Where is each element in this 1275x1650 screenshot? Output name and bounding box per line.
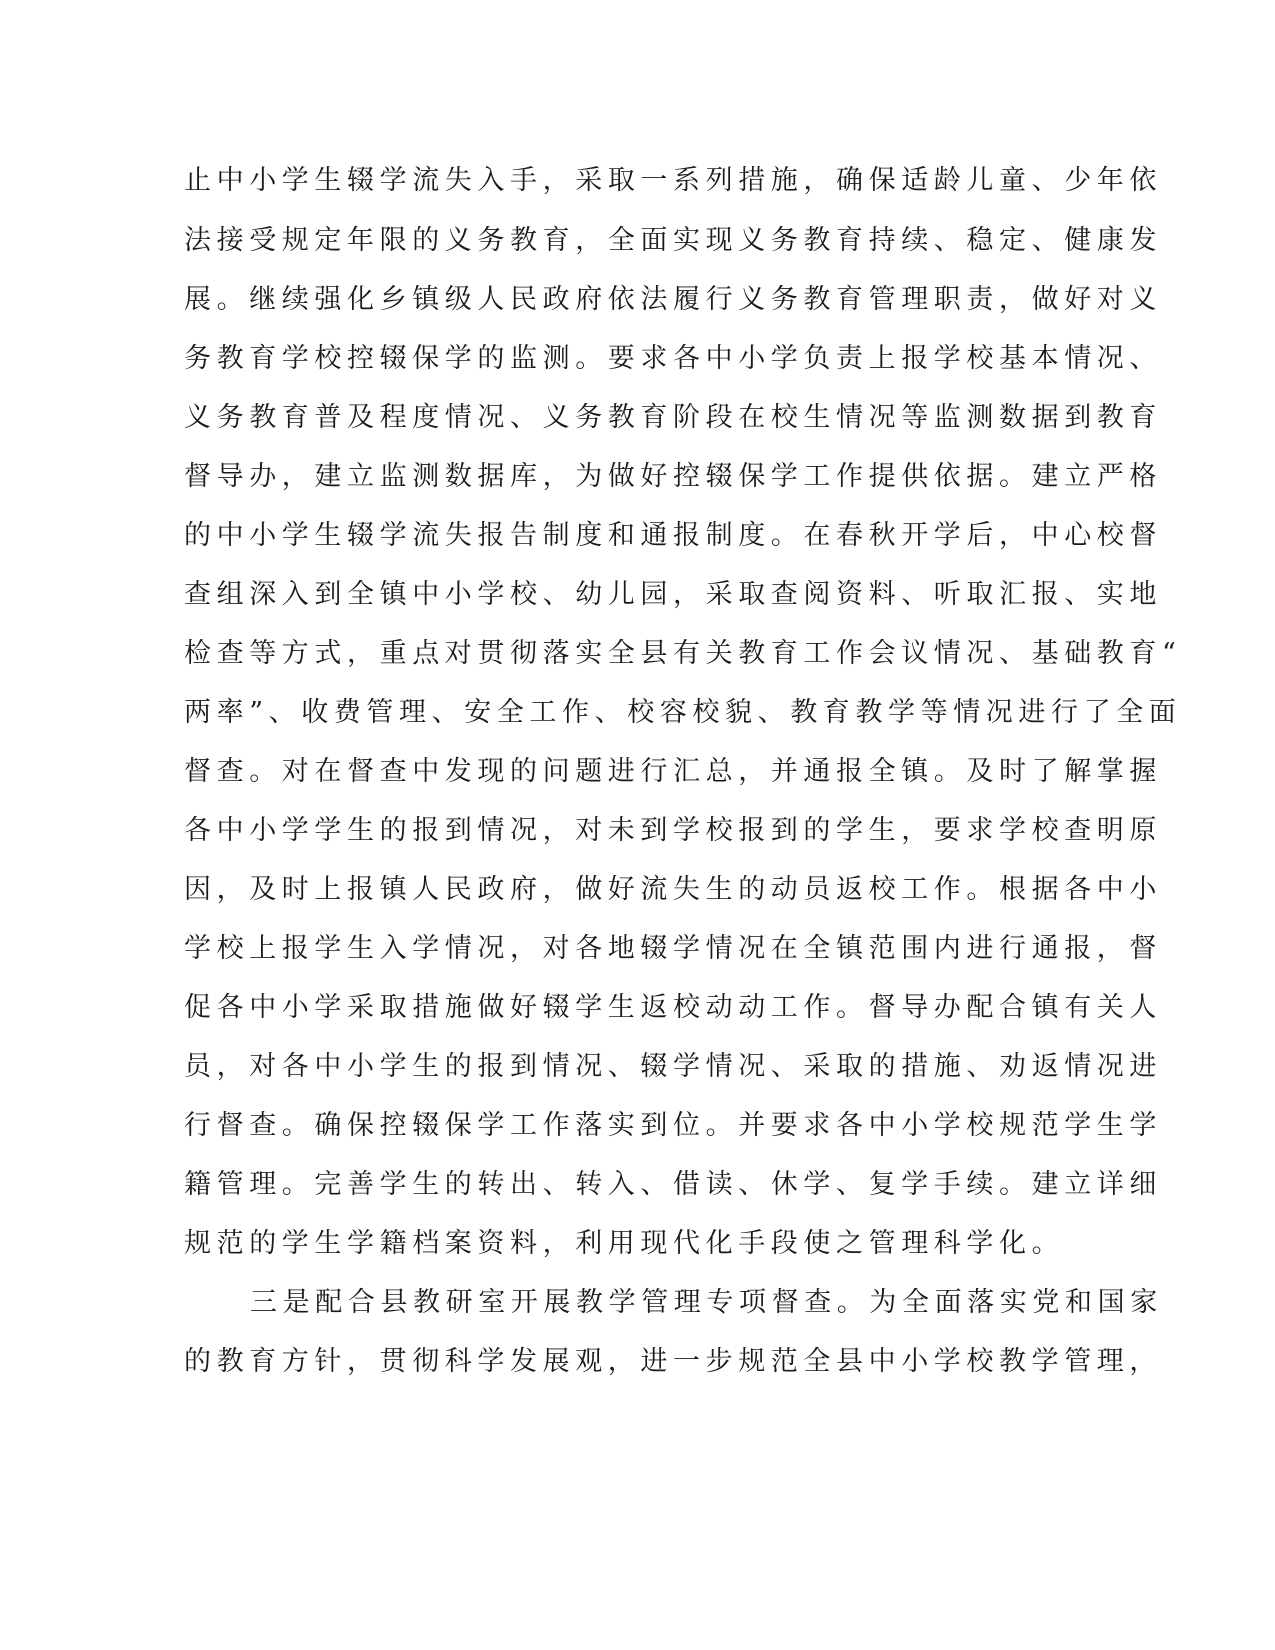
paragraph-start-line: 三是配合县教研室开展教学管理专项督查。为全面落实党和国家 [250, 1287, 1163, 1318]
text-line-9: 检查等方式，重点对贯彻落实全县有关教育工作会议情况、基础教育“ [184, 638, 1182, 669]
text-line-1: 止中小学生辍学流失入手，采取一系列措施，确保适龄儿童、少年依 [184, 165, 1162, 196]
text-line-11: 督查。对在督查中发现的问题进行汇总，并通报全镇。及时了解掌握 [184, 756, 1162, 787]
text-line-8: 查组深入到全镇中小学校、幼儿园，采取查阅资料、听取汇报、实地 [184, 579, 1162, 610]
text-line-13: 因，及时上报镇人民政府，做好流失生的动员返校工作。根据各中小 [184, 874, 1162, 905]
text-line-19: 规范的学生学籍档案资料，利用现代化手段使之管理科学化。 [184, 1228, 1065, 1259]
text-line-10: 两率”、收费管理、安全工作、校容校貌、教育教学等情况进行了全面 [184, 697, 1182, 728]
text-line-6: 督导办，建立监测数据库，为做好控辍保学工作提供依据。建立严格 [184, 461, 1162, 492]
text-line-18: 籍管理。完善学生的转出、转入、借读、休学、复学手续。建立详细 [184, 1169, 1162, 1200]
text-line-4: 务教育学校控辍保学的监测。要求各中小学负责上报学校基本情况、 [184, 343, 1162, 374]
text-line-16: 员，对各中小学生的报到情况、辍学情况、采取的措施、劝返情况进 [184, 1051, 1162, 1082]
text-line-14: 学校上报学生入学情况，对各地辍学情况在全镇范围内进行通报，督 [184, 933, 1162, 964]
text-line-2: 法接受规定年限的义务教育，全面实现义务教育持续、稳定、健康发 [184, 225, 1162, 256]
text-line-21: 的教育方针，贯彻科学发展观，进一步规范全县中小学校教学管理， [184, 1346, 1162, 1377]
text-line-5: 义务教育普及程度情况、义务教育阶段在校生情况等监测数据到教育 [184, 402, 1162, 433]
text-line-3: 展。继续强化乡镇级人民政府依法履行义务教育管理职责，做好对义 [184, 284, 1162, 315]
text-line-12: 各中小学学生的报到情况，对未到学校报到的学生，要求学校查明原 [184, 815, 1162, 846]
text-line-7: 的中小学生辍学流失报告制度和通报制度。在春秋开学后，中心校督 [184, 520, 1162, 551]
text-line-15: 促各中小学采取措施做好辍学生返校动动工作。督导办配合镇有关人 [184, 992, 1162, 1023]
text-line-17: 行督查。确保控辍保学工作落实到位。并要求各中小学校规范学生学 [184, 1110, 1162, 1141]
